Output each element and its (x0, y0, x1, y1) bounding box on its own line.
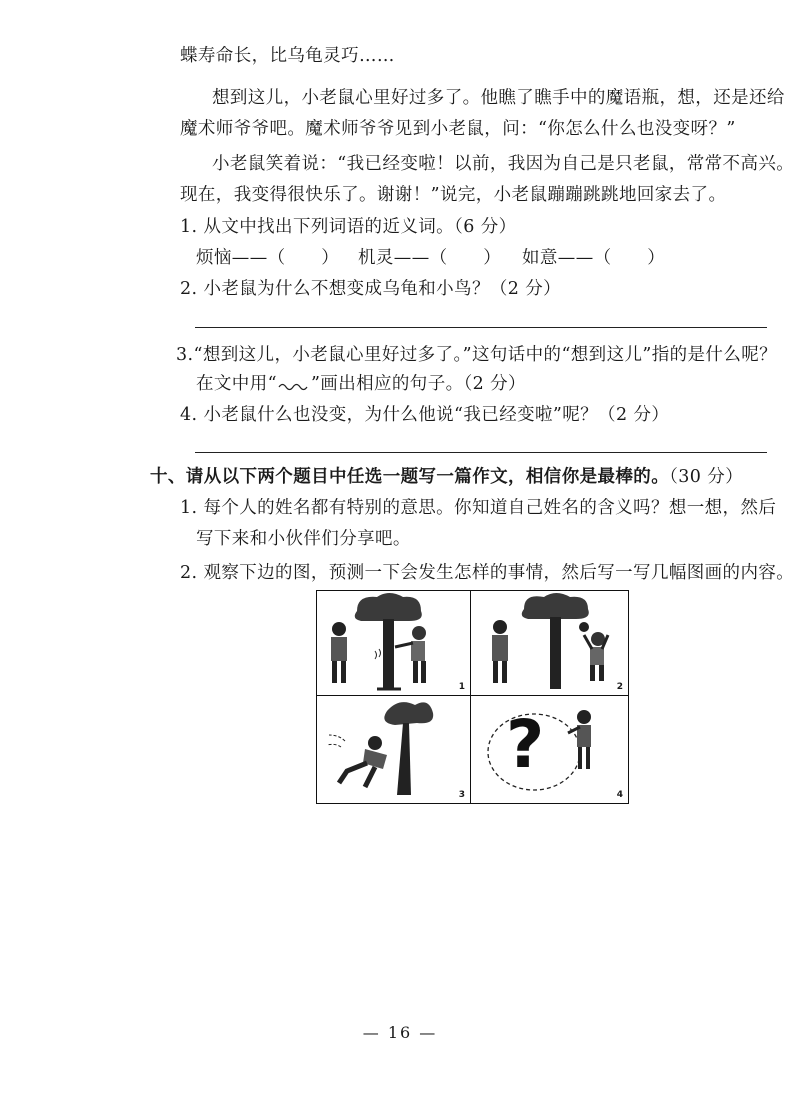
synonym-item-3: 如意——（ ） (522, 248, 666, 268)
story-line-4: 小老鼠笑着说：“我已经变啦！以前，我因为自己是只老鼠，常常不高兴。 (212, 154, 795, 174)
question-1: 1. 从文中找出下列词语的近义词。（6 分） (180, 217, 517, 237)
question-3-instruction (196, 372, 526, 396)
section-10-title: 十、请从以下两个题目中任选一题写一篇作文，相信你是最棒的。 (150, 467, 670, 487)
picture-panel-2 (472, 591, 628, 695)
picture-panel-4 (472, 697, 628, 803)
question-2: 2. 小老鼠为什么不想变成乌龟和小鸟？（2 分） (180, 279, 562, 299)
section-10-points: （30 分） (669, 467, 744, 487)
panel-4-illustration (472, 697, 628, 803)
story-line-2: 想到这儿，小老鼠心里好过多了。他瞧了瞧手中的魔语瓶，想，还是还给 (212, 88, 785, 108)
synonym-item-2: 机灵——（ ） (358, 248, 502, 268)
question-mark-icon: ? (506, 706, 545, 783)
panel-4-number: 4 (616, 790, 623, 800)
story-line-1: 蝶寿命长，比乌龟灵巧…… (180, 46, 395, 66)
story-line-3: 魔术师爷爷吧。魔术师爷爷见到小老鼠，问：“你怎么什么也没变呀？” (180, 119, 736, 139)
answer-line-q4 (195, 452, 767, 453)
synonym-item-1: 烦恼——（ ） (196, 248, 340, 268)
page-number: — 16 — (362, 1023, 438, 1042)
story-line-5: 现在，我变得很快乐了。谢谢！”说完，小老鼠蹦蹦跳跳地回家去了。 (180, 185, 727, 205)
essay-option-1: 1. 每个人的姓名都有特别的意思。你知道自己姓名的含义吗？想一想，然后 (180, 498, 777, 518)
panel-2-number: 2 (616, 682, 623, 692)
question-3: 3.“想到这儿，小老鼠心里好过多了。”这句话中的“想到这儿”指的是什么呢？ (176, 345, 778, 365)
essay-option-2: 2. 观察下边的图，预测一下会发生怎样的事情，然后写一写几幅图画的内容。 (180, 563, 795, 583)
section-10-heading (150, 465, 743, 489)
picture-panel-1 (317, 591, 470, 695)
wavy-underline-icon (277, 379, 311, 391)
panel-divider-vertical (470, 591, 471, 803)
panel-divider-horizontal (317, 695, 628, 696)
panel-1-number: 1 (458, 682, 465, 692)
panel-1-illustration (317, 591, 470, 695)
essay-option-1-cont: 写下来和小伙伴们分享吧。 (196, 529, 411, 549)
question-3-instruction-pre: 在文中用“ (196, 374, 277, 394)
question-4: 4. 小老鼠什么也没变，为什么他说“我已经变啦”呢？（2 分） (180, 405, 670, 425)
panel-3-illustration (317, 697, 470, 803)
four-panel-picture (316, 590, 629, 804)
answer-line-q2 (195, 327, 767, 328)
question-3-instruction-post: ”画出相应的句子。（2 分） (310, 374, 526, 394)
panel-3-number: 3 (458, 790, 465, 800)
picture-panel-3 (317, 697, 470, 803)
panel-2-illustration (472, 591, 628, 695)
